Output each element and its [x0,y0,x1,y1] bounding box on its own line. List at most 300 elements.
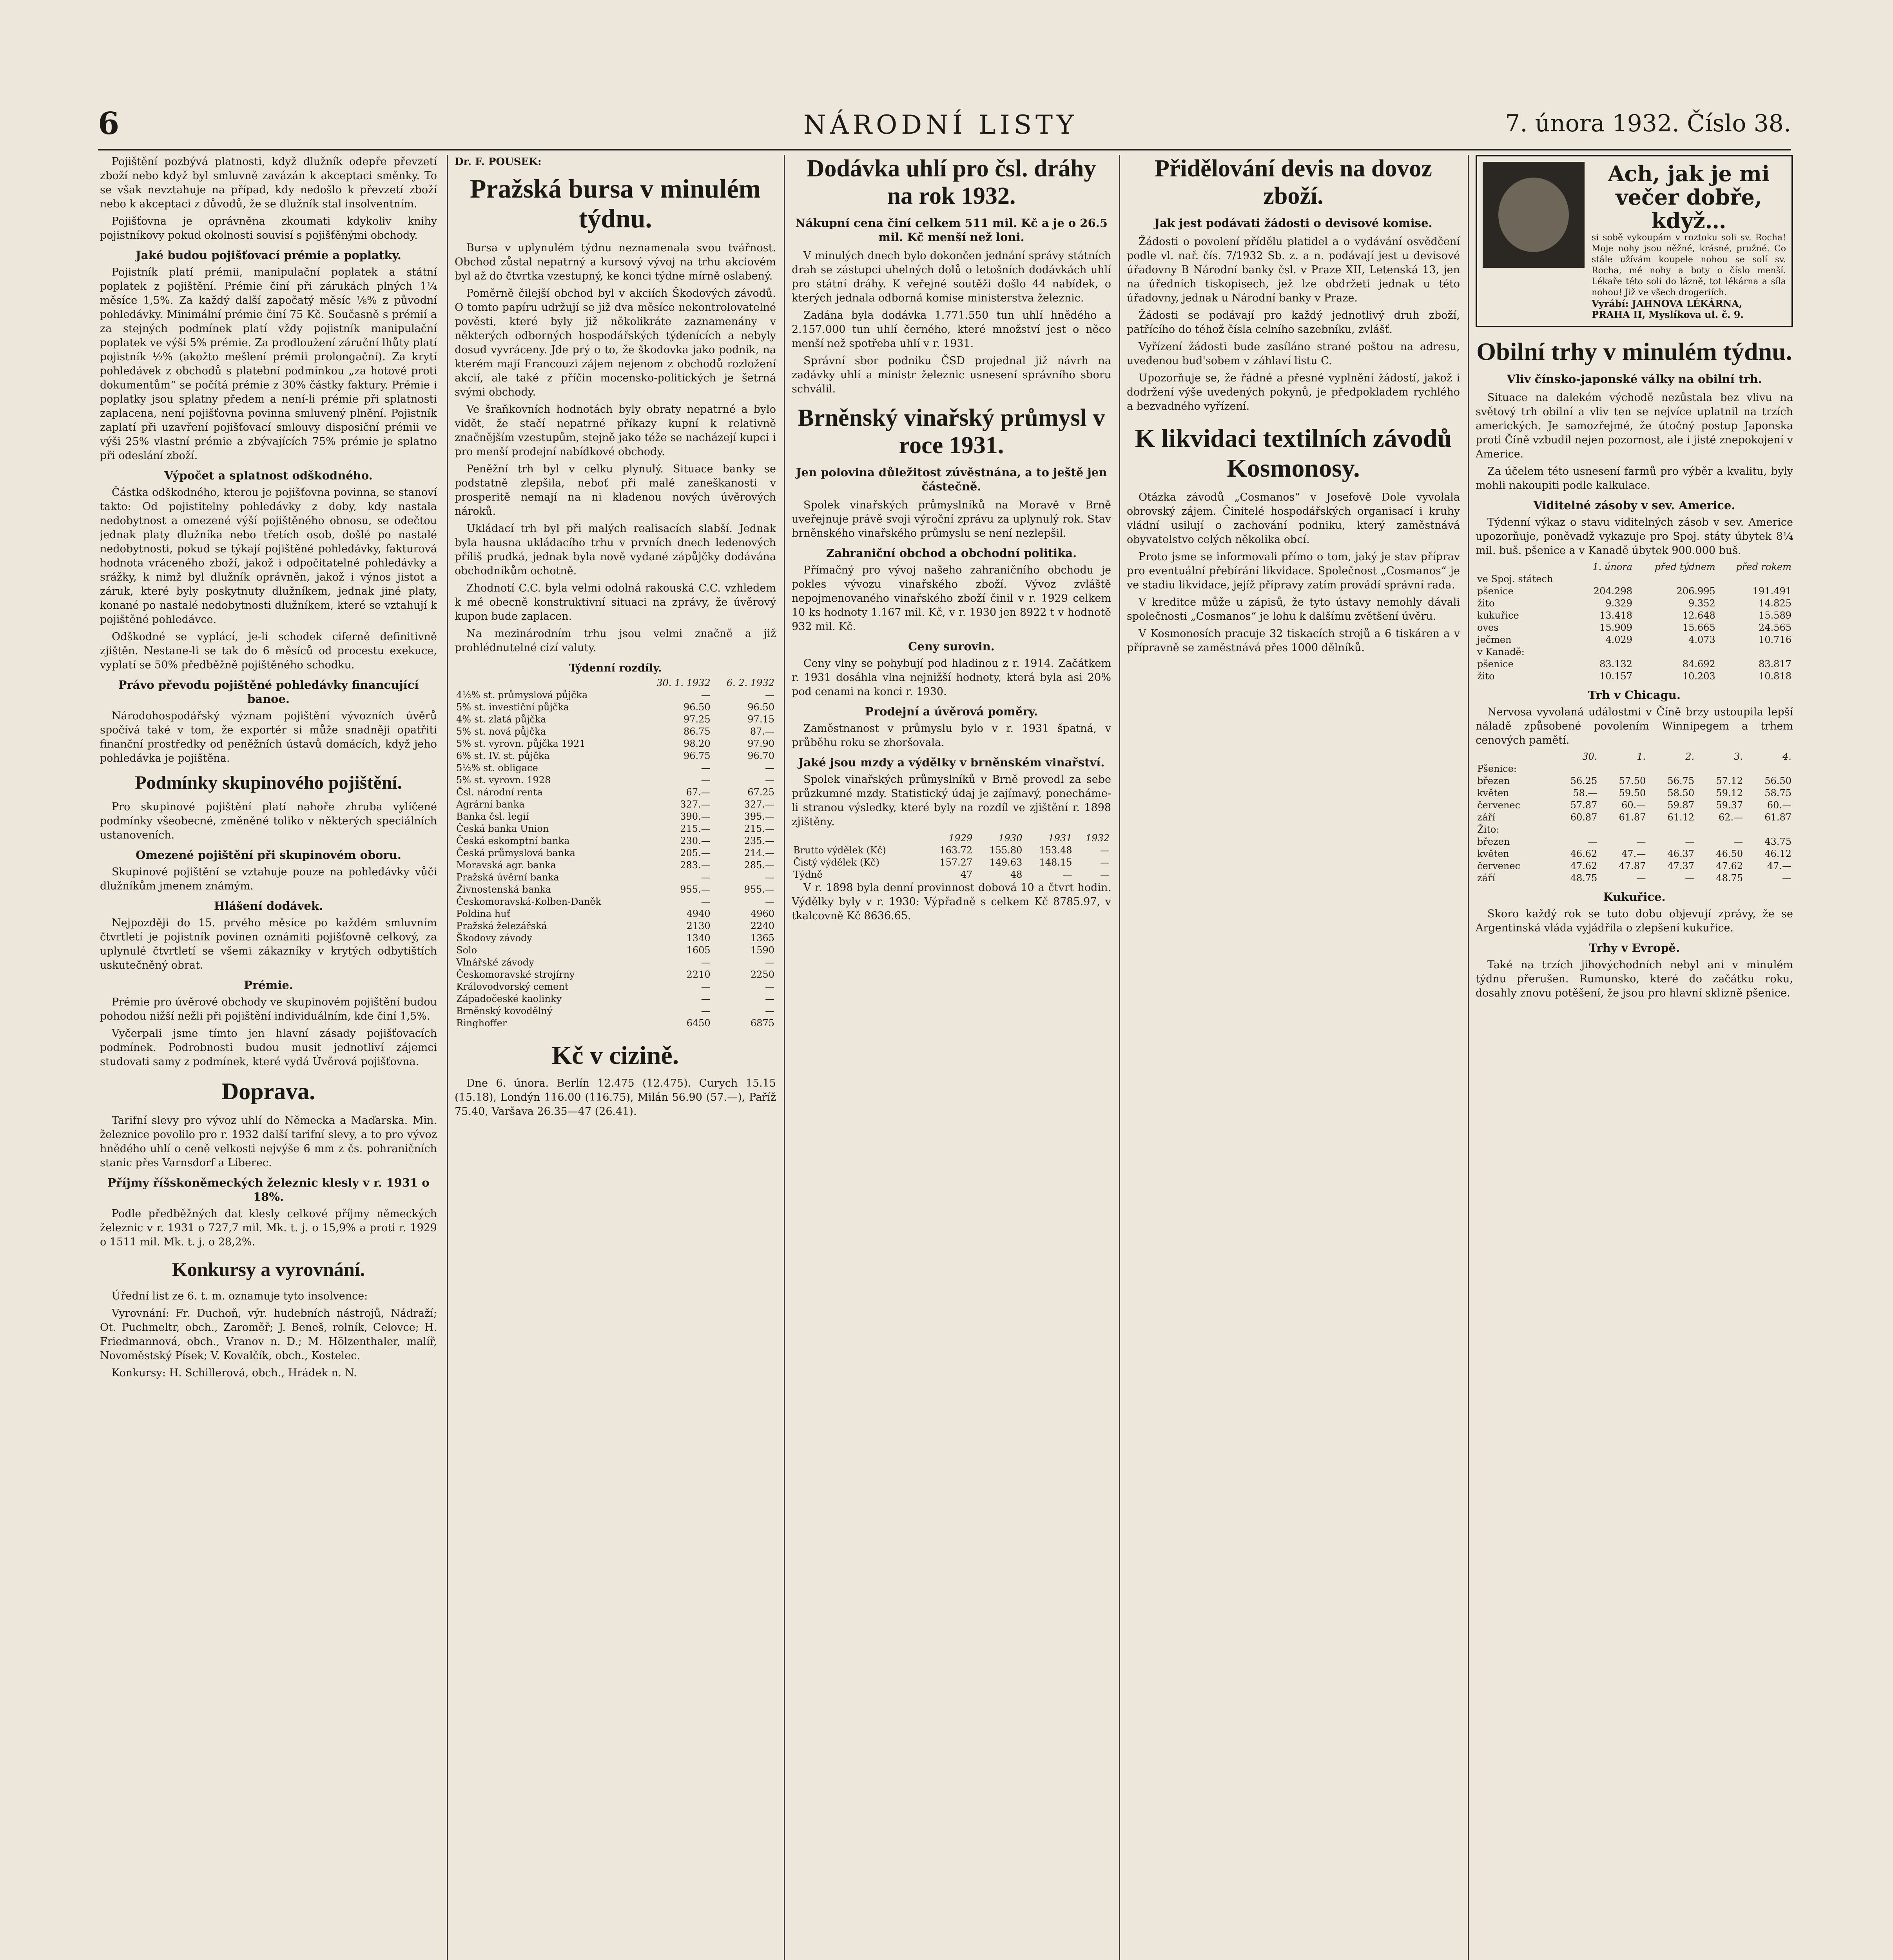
table-cell: 4% st. zlatá půjčka [456,714,546,725]
paragraph: Vyrovnání: Fr. Duchoň, výr. hudebních nástrojů, Nádraží; Ot. Puchmeltr, obch., Zaroměř; J. Beneš, rolník, Celovce; H. Friedmannová, obch., Vranov n. D.; M. Hölzenthaler, malíř, Novoměstský Písek; V. Kovalčík, obch., Kostelec. [100,1307,437,1362]
table-cell: 10.157 [1599,671,1633,682]
table-cell: Živnostenská banka [456,884,551,895]
table-cell: 46.37 [1667,848,1695,859]
table-cell: pšenice [1477,586,1514,597]
table-cell: 214.— [744,848,774,858]
table-cell: 56.50 [1764,775,1791,786]
paragraph: Peněžní trh byl v celku plynulý. Situace banky se podstatně zlepšila, neboť při malé zaneškanosti v prosperitě nemají na ni kladenou nových úvěrových nároků. [455,463,776,517]
table-cell: 4940 [686,908,711,919]
paragraph: Zaměstnanost v průmyslu bylo v r. 1931 špatná, v průběhu roku se zhoršovala. [792,722,1111,749]
table-cell: žito [1477,671,1495,682]
paragraph: Ve šraňkovních hodnotách byly obraty nepatrné a bylo vidět, že stačí nepatrné příkazy kupní k relativně značnějším vzestupům, stejně jako téže se nacházejí kupci i pro menší prodejní nabídkové obchody. [455,403,776,458]
paragraph: V r. 1898 byla denní provinnost dobová 10 a čtvrt hodin. Výdělky byly v r. 1930: Výpřadně s celkem Kč 8785.97, v tkalcovně Kč 8636.65. [792,882,1111,922]
paragraph: Podle předběžných dat klesly celkové příjmy německých železnic v r. 1931 o 727,7 mil. Mk. t. j. o 15,9% a proti r. 1929 o 1511 mil. Mk. t. j. o 28,2%. [100,1208,437,1248]
author-byline: Dr. F. POUSEK: [455,156,542,168]
table-row [1476,573,1793,585]
table-cell: 9.329 [1605,598,1633,609]
table-cell: žito [1477,598,1495,609]
table-cell [1717,573,1793,585]
table-cell: 5% st. investiční půjčka [456,702,569,713]
table-row [792,844,1111,857]
table-row [1476,634,1793,646]
table-cell: 46.50 [1716,848,1743,859]
table-cell: — [765,896,774,907]
table-row [1476,775,1793,787]
table-cell: — [765,993,774,1004]
table-cell [1717,646,1793,658]
article-headline: Přidělování devis na dovoz zboží. [1155,155,1432,209]
table-cell: — [701,872,711,883]
paragraph: Otázka závodů „Cosmanos“ v Josefově Dole vyvolala obrovský zájem. Činitelé hospodářských organisací i kruhy vládní usilují o zachování podniku, který zaměstnává obyvatelstvo celých několika obcí. [1127,491,1460,546]
table-cell: 57.12 [1716,775,1743,786]
table-header-row [455,677,776,689]
table-cell: 12.648 [1682,610,1715,621]
table-title: Týdenní rozdíly. [569,662,662,674]
table-cell: 86.75 [683,726,711,737]
table-cell: 1340 [686,933,711,944]
column-header: 4. [1782,751,1791,762]
advertisement-text: si sobě vykoupám v roztoku soli sv. Rocha! Moje nohy jsou něžné, krásné, pružné. Co stále užívám koupele nohou se solí sv. Rocha, mé nohy a boty o číslo menší. Lékaře této soli do lázně, tot lékárna a síla nohou! Již ve všech drogeriích. [1592,233,1786,298]
table-cell: oves [1477,622,1499,633]
table-cell [1647,763,1696,775]
table-cell: — [765,957,774,968]
table-cell: 62.— [1718,812,1743,823]
table-cell: — [1063,869,1072,880]
table-header-row [1476,561,1793,573]
chicago-prices-table [1476,751,1793,884]
paragraph: Situace na dalekém východě nezůstala bez vlivu na světový trh obilní a vliv ten se nejvíce uplatnil na trzích amerických. Je samozřejmé, že útočný postup Japonska proti Číně vzbudil nejen pozornost, ale i jisté znepokojení v Americe. [1476,392,1793,460]
table-cell: — [701,762,711,773]
table-cell: 4.073 [1688,634,1715,645]
table-cell: 24.565 [1759,622,1791,633]
advertisement-address: PRAHA II, Myslíkova ul. č. 9. [1592,309,1744,320]
table-cell: Týdně [793,869,823,880]
table-cell: 4960 [750,908,774,919]
column-divider [1468,155,1469,1960]
table-cell: Poldina huť [456,908,511,919]
table-cell: 61.12 [1667,812,1695,823]
subheading: Viditelné zásoby v sev. Americe. [1533,499,1735,512]
table-cell: — [1100,857,1110,868]
paragraph: Spolek vinařských průmyslníků na Moravě v Brně uveřejnuje právě svoji výroční zprávu za uplynulý rok. Stav brněnského vinařského průmyslu se není nezlepšil. [792,499,1111,539]
table-cell: 148.15 [1039,857,1072,868]
table-cell: červenec [1477,800,1520,811]
table-row [455,1005,776,1017]
advertisement-title: Ach, jak je mi večer dobře, když… [1608,161,1770,233]
table-cell: — [1100,845,1110,856]
table-row [455,811,776,823]
subheading: Příjmy říšskoněmeckých železnic klesly v r. 1931 o 18%. [107,1176,430,1203]
table-cell: 96.70 [747,750,774,761]
table-cell: Vlnářské závody [456,957,534,968]
table-cell: Ringhoffer [456,1018,507,1029]
page-header [98,106,1791,151]
table-cell: Banka čsl. legií [456,811,529,822]
table-cell: 57.87 [1570,800,1597,811]
table-cell: 283.— [680,860,711,871]
table-row [1476,787,1793,799]
table-cell: Solo [456,945,477,956]
article-headline: Dodávka uhlí pro čsl. dráhy na rok 1932. [807,155,1096,209]
table-cell: — [1782,873,1791,884]
table-cell: — [1685,873,1695,884]
table-cell: 5½% st. obligace [456,762,538,773]
column-header: 1929 [948,833,973,844]
table-cell: 13.418 [1599,610,1633,621]
subheading: Omezené pojištění při skupinovém oboru. [136,848,401,862]
table-cell: 6450 [686,1018,711,1029]
table-cell: Agrární banka [456,799,525,810]
table-cell: 83.817 [1759,659,1791,670]
subheading: Ceny surovin. [908,640,995,653]
table-cell: 67.25 [747,787,774,798]
table-cell: 205.— [680,848,711,858]
table-row [1476,811,1793,824]
table-cell: 163.72 [939,845,973,856]
section-headline: Konkursy a vyrovnání. [172,1258,365,1280]
table-row [455,956,776,969]
table-cell: — [765,872,774,883]
table-cell: — [1685,836,1695,847]
table-cell: 48.75 [1570,873,1597,884]
table-row [455,969,776,981]
table-row [1476,799,1793,811]
table-cell: Brněnský kovodělný [456,1005,553,1016]
paragraph: Přímačný pro vývoj našeho zahraničního obchodu je pokles vývozu vinařského zboží. Vývoz zvláště nepojmenovaného vinařského zboží činil v r. 1929 celkem 10 ks hodnoty 1.167 mil. Kč, v r. 1930 jen 8922 t v hodnotě 932 mil. Kč. [792,564,1111,633]
table-row [455,835,776,847]
table-cell: — [701,957,711,968]
table-cell: — [765,690,774,701]
advertisement-brand: Vyrábí: JAHNOVA LÉKÁRNA, [1592,298,1743,309]
column-header: 1932 [1085,833,1110,844]
table-cell: — [701,981,711,992]
table-row [455,774,776,786]
table-row [1476,597,1793,610]
table-row [1476,610,1793,622]
table-cell: — [1100,869,1110,880]
table-row [792,857,1111,869]
table-cell: 204.298 [1593,586,1633,597]
column-1 [100,155,437,1960]
table-row [455,799,776,811]
table-cell: 48 [1010,869,1023,880]
column-divider [1119,155,1120,1960]
table-cell: 56.75 [1667,775,1695,786]
table-row [1476,872,1793,884]
table-header-row [1476,751,1793,763]
table-row [1476,622,1793,634]
table-cell: 58.50 [1667,788,1695,799]
table-cell: 97.25 [683,714,711,725]
paragraph: Ceny vlny se pohybují pod hladinou z r. 1914. Začátkem r. 1931 dosáhla vlna nejnižší hodnoty, která byla asi 20% pod cenami na konci r. 1930. [792,657,1111,698]
table-cell: — [701,1005,711,1016]
table-cell: Západočeské kaolinky [456,993,562,1004]
table-cell: ve Spoj. státech [1477,573,1553,584]
table-row [455,884,776,896]
subheading: Prémie. [244,978,293,992]
table-row [455,859,776,871]
table-cell: 4.029 [1605,634,1633,645]
paragraph: Spolek vinařských průmyslníků v Brně provedl za sebe průzkumné mzdy. Statistický údaj je zajímavý, ponecháme-li stranou výsledky, které byly na rozdíl ve zjištění r. 1898 zjištěny. [792,773,1111,828]
column-header: 1. [1637,751,1646,762]
table-cell: 6875 [750,1018,774,1029]
column-header [792,832,924,844]
table-cell: 59.87 [1667,800,1695,811]
article-headline: Pražská bursa v minulém týdnu. [470,174,761,233]
table-cell: — [701,896,711,907]
table-cell: 2130 [686,920,711,931]
table-cell: 58.— [1573,788,1597,799]
table-cell: 395.— [744,811,774,822]
table-cell: 59.50 [1619,788,1646,799]
table-row [455,1017,776,1029]
masthead: NÁRODNÍ LISTY [803,110,1078,140]
table-cell: 58.75 [1764,788,1791,799]
paragraph: Národohospodářský význam pojištění vývozních úvěrů spočívá také v tom, že exportér si může snadněji opatřiti finanční prostředky od peněžních ústavů domácích, když jeho pohledávka je pojištěna. [100,710,437,764]
table-row [1476,763,1793,775]
table-cell: 5% st. vyrovn. 1928 [456,775,551,786]
paragraph: Týdenní výkaz o stavu viditelných zásob v sev. Americe upozorňuje, poněvadž vykazuje pro Spoj. státy úbytek 8¼ mil. buš. pšenice a v Kanadě úbytek 900.000 buš. [1476,516,1793,557]
table-cell: 48.75 [1716,873,1743,884]
column-5 [1476,155,1793,1960]
column-2 [455,155,776,1960]
column-divider [784,155,785,1960]
column-header: 1931 [1048,833,1072,844]
table-cell: 215.— [744,823,774,834]
paragraph: Za účelem této usnesení farmů pro výběr a kvalitu, byly mohli nakoupiti podle kalkulace. [1476,465,1793,492]
table-cell: Moravská agr. banka [456,860,556,871]
table-cell [1599,824,1647,836]
paragraph: Na mezinárodním trhu jsou velmi značně a již prohlédnutelné cizí valuty. [455,628,776,654]
paragraph: V minulých dnech bylo dokončen jednání správy státních drah se zástupci uhelných dolů o letošních dodávkách uhlí pro státní dráhy. K veřejné soutěži došlo 44 nabídek, o kterých jednala odborná komise ministerstva železnic. [792,250,1111,304]
table-row [1476,836,1793,848]
table-cell: — [765,775,774,786]
paragraph: Skoro každý rok se tuto dobu objevují zprávy, že se Argentinská vláda vyjádřila o zlepšení kukuřice. [1476,908,1793,934]
table-cell: 47.37 [1667,860,1695,871]
table-cell: 60.87 [1570,812,1597,823]
subheading: Jaké jsou mzdy a výdělky v brněnském vinařství. [798,756,1105,769]
table-row [1476,824,1793,836]
article-headline: K likvidaci textilních závodů Kosmonosy. [1135,424,1452,483]
table-cell: Škodovy závody [456,933,532,944]
table-row [455,786,776,799]
table-cell: 57.50 [1619,775,1646,786]
table-cell: — [1636,836,1646,847]
table-cell: březen [1477,836,1510,847]
table-cell [1550,824,1599,836]
table-cell: 56.25 [1570,775,1597,786]
table-row [1476,860,1793,872]
table-cell: 215.— [680,823,711,834]
column-header: 2. [1685,751,1695,762]
table-cell: 43.75 [1764,836,1791,847]
subheading: Hlášení dodávek. [214,899,323,913]
table-cell: 47.— [1621,848,1646,859]
paragraph: Zadána byla dodávka 1.771.550 tun uhlí hnědého a 2.157.000 tun uhlí černého, které množství jest o něco menší než spotřeba uhlí v r. 1931. [792,309,1111,350]
table-cell [1696,763,1744,775]
table-row [455,738,776,750]
subheading: Trhy v Evropě. [1588,941,1680,955]
paragraph: Také na trzích jihovýchodních nebyl ani v minulém týdnu přerušen. Rumunsko, které do začátku roku, dosahly znovu potěšení, že jsou pro hlavní sklizně pšenice. [1476,959,1793,999]
column-header: před rokem [1736,561,1791,572]
stocks-table [1476,561,1793,682]
table-cell [1696,824,1744,836]
table-cell: Čsl. národní renta [456,787,543,798]
paragraph: Nejpozději do 15. prvého měsíce po každém smluvním čtvrtletí je pojistník povinen oznámiti pojišťovně celkový, za uplynulé čtvrtletí se všemi zákazníky v krytých odbytištích uskutečněný obrat. [100,917,437,971]
paragraph: Pojistník platí prémii, manipulační poplatek a státní poplatek z pojištění. Prémie činí při zárukách plných 1¼ měsíce 1,5%. Za každý další započatý měsíc ⅛% z původní pohledávky. Minimální prémie činí 75 Kč. Současně s prémií a za stejných podmínek platí vždy pojistník manipulační poplatek ve výši 5% prémie. Za prodloužení záruční lhůty platí pojistník ½% (akožto mešlení prémii prolongační). Za krytí pohledávek z obchodů s platební podmínkou „za hotové proti dokumentům“ se počítá prémie z 30% částky faktury. Prémie i poplatky jsou splatny předem a není-li prémie při splatnosti zaplacena, není pojišťovna povinna smluvený plnění. Pojistník zaplatí při uzavření pojišťovací smlouvy disposiční prémii ve výši 25% vlastní prémie a zbývajících 75% prémie je splatno při odeslání zboží. [100,266,437,462]
table-cell: 955.— [680,884,711,895]
table-cell: Pražská železářská [456,920,547,931]
subheading: Kukuřice. [1603,890,1666,904]
lead: Nákupní cena činí celkem 511 mil. Kč a je o 26.5 mil. Kč menší než loni. [795,216,1108,244]
paragraph: Vyčerpali jsme tímto jen hlavní zásady pojišťovacích podmínek. Podrobnosti budou musit jednotliví zájemci studovati samy z podmínek, které vydá Úvěrová pojišťovna. [100,1027,437,1068]
lead: Jen polovina důležitost zúvěstnána, a to ještě jen částečně. [796,466,1107,493]
table-cell: květen [1477,848,1509,859]
column-4 [1127,155,1460,1960]
paragraph: Skupinové pojištění se vztahuje pouze na pohledávky vůči dlužníkům jmenem známým. [100,866,437,892]
issue-date: 7. února 1932. Číslo 38. [1505,110,1791,137]
table-row [1476,646,1793,658]
table-cell: — [701,775,711,786]
table-cell: Žito: [1477,824,1500,835]
subheading: Prodejní a úvěrová poměry. [865,705,1038,718]
table-cell: květen [1477,788,1509,799]
paragraph: V kreditce může u zápisů, že tyto ústavy nemohly dávali společnosti „Cosmanos“ je lohu k dalšímu zvětšení úvěru. [1127,596,1460,622]
table-cell: 2250 [750,969,774,980]
table-cell: Pšenice: [1477,763,1517,774]
section-headline: Podmínky skupinového pojištění. [135,772,402,793]
quotes-table [455,677,776,1029]
table-cell: 87.— [750,726,774,737]
table-cell: — [1636,873,1646,884]
table-cell: 46.12 [1764,848,1791,859]
table-row [1476,848,1793,860]
table-cell: 327.— [680,799,711,810]
table-cell: 59.37 [1716,800,1743,811]
table-cell: 5% st. nová půjčka [456,726,546,737]
table-cell [1550,763,1599,775]
table-cell: 97.90 [747,738,774,749]
paragraph: Prémie pro úvěrové obchody ve skupinovém pojištění budou pohodou nižší nežli při pojištění individuálním, kde činí 1,5%. [100,996,437,1022]
table-cell: 47 [960,869,973,880]
paragraph: Odškodné se vyplácí, je-li schodek ciferně definitivně zjištěn. Nestane-li se tak do 6 měsíců od procestu exekuce, vyplatí se 50% předběžně pojištěného schodku. [100,631,437,671]
page-number: 6 [98,106,120,142]
table-cell: Česká banka Union [456,823,549,834]
table-cell: — [701,690,711,701]
table-cell: 59.12 [1716,788,1743,799]
table-cell: 15.665 [1682,622,1715,633]
column-divider [447,155,448,1960]
section-headline: Doprava. [221,1078,316,1104]
table-row [455,726,776,738]
table-cell [1578,573,1634,585]
table-row [455,750,776,762]
table-cell: 98.20 [683,738,711,749]
table-row [455,896,776,908]
paragraph: Dne 6. února. Berlín 12.475 (12.475). Curych 15.15 (15.18), Londýn 116.00 (116.75), Milán 56.90 (57.—), Paříž 75.40, Varšava 26.35—47 (26.41). [455,1077,776,1118]
paragraph: Úřední list ze 6. t. m. oznamuje tyto insolvence: [112,1290,368,1302]
column-header: 30. [1582,751,1597,762]
table-cell: 153.48 [1039,845,1072,856]
table-cell: Českomoravské strojírny [456,969,575,980]
table-cell: září [1477,812,1496,823]
table-cell: Pražská úvěrní banka [456,872,559,883]
table-row [455,981,776,993]
table-row [455,847,776,859]
subheading: Zahraniční obchod a obchodní politika. [826,546,1077,560]
subheading: Právo převodu pojištěné pohledávky financující banoe. [118,678,419,706]
paragraph: Částka odškodného, kterou je pojišťovna povinna, se stanoví takto: Od pojistitelny pohledávky z doby, kdy nastala nedobytnost a omezené výší pojištěného obnosu, se odečtou jednak platy dlužníka nebo třetích osob, došlé po nastalé nedobytnosti, pokud se týkají pojištěné pohledávky, fakturová hodnota vráceného zboží, jakož i odpočitatelné pohledávky a srážky, k nimž byl dlužník oprávněn, jakož i výnos jistot a záruk, které byly poskytnuty dlužníkem, jednak jiné platy, konané po nastalé nedobytnosti dlužníkem, které se vztahují k pojištěné pohledávce. [100,486,437,626]
table-cell: Česká eskomptní banka [456,835,570,846]
table-cell: Česká průmyslová banka [456,848,575,858]
table-cell: 327.— [744,799,774,810]
column-header: před týdnem [1654,561,1715,572]
table-cell: 47.— [1767,860,1791,871]
table-cell: 230.— [680,835,711,846]
table-cell: 61.87 [1619,812,1646,823]
column-header: 1930 [998,833,1023,844]
table-cell: 60.— [1767,800,1791,811]
table-cell: 390.— [680,811,711,822]
table-cell: 157.27 [939,857,973,868]
table-row [455,920,776,932]
paragraph: Ukládací trh byl při malých realisacích slabší. Jednak byla hausna ukládacího trhu v prvních dnech ledenových příliš prudká, jednak byla nově vydané zápůjčky dodávána obchodníkům ochotně. [455,523,776,577]
column-header [1476,561,1578,573]
table-cell: — [765,762,774,773]
table-cell: 149.63 [989,857,1023,868]
table-cell: Českomoravská-Kolben-Daněk [456,896,601,907]
table-cell: Královodvorský cement [456,981,569,992]
section-headline: Kč v cizině. [551,1041,679,1070]
table-cell: 83.132 [1599,659,1633,670]
table-cell: 206.995 [1676,586,1715,597]
paragraph: Konkursy: H. Schillerová, obch., Hrádek n. N. [112,1367,357,1379]
table-cell: 14.825 [1759,598,1791,609]
table-cell: Čistý výdělek (Kč) [793,857,880,868]
table-cell: 46.62 [1570,848,1597,859]
table-row [455,871,776,884]
table-cell: ječmen [1477,634,1512,645]
table-cell: 10.716 [1759,634,1791,645]
paragraph: Nervosa vyvolaná událostmi v Číně brzy ustoupila lepší náladě způsobené povolením Winnipegem a trhem cenových pamětí. [1476,706,1793,746]
table-cell: 9.352 [1688,598,1715,609]
table-row [455,823,776,835]
column-header [455,677,640,689]
table-cell: 2210 [686,969,711,980]
paragraph: Proto jsme se informovali přímo o tom, jaký je stav příprav pro eventuální přebírání likvidace. Společnost „Cosmanos“ je ve stadiu likvidace, jejíž přípravy zatím provádí správní rada. [1127,551,1460,591]
table-cell: — [765,981,774,992]
table-cell: 1365 [750,933,774,944]
table-row [1476,658,1793,670]
table-cell: Brutto výdělek (Kč) [793,845,886,856]
table-cell: 47.62 [1570,860,1597,871]
paragraph: Zhodnotí C.C. byla velmi odolná rakouská C.C. vzhledem k mé obecně konstruktivní situaci na zprávy, že úvěrový kupon bude zaplacen. [455,582,776,622]
table-cell: — [765,1005,774,1016]
table-cell [1634,646,1717,658]
table-cell: 5% st. vyrovn. půjčka 1921 [456,738,586,749]
table-cell: 84.692 [1682,659,1715,670]
table-row [455,908,776,920]
table-row [455,701,776,713]
table-row [455,713,776,726]
lead: Vliv čínsko-japonské války na obilní trh. [1507,372,1762,386]
column-header [1476,751,1550,763]
table-cell: březen [1477,775,1510,786]
subheading: Trh v Chicagu. [1588,688,1681,702]
table-cell: — [1588,836,1597,847]
table-cell: 96.75 [683,750,711,761]
table-cell: 4½% st. průmyslová půjčka [456,690,588,701]
